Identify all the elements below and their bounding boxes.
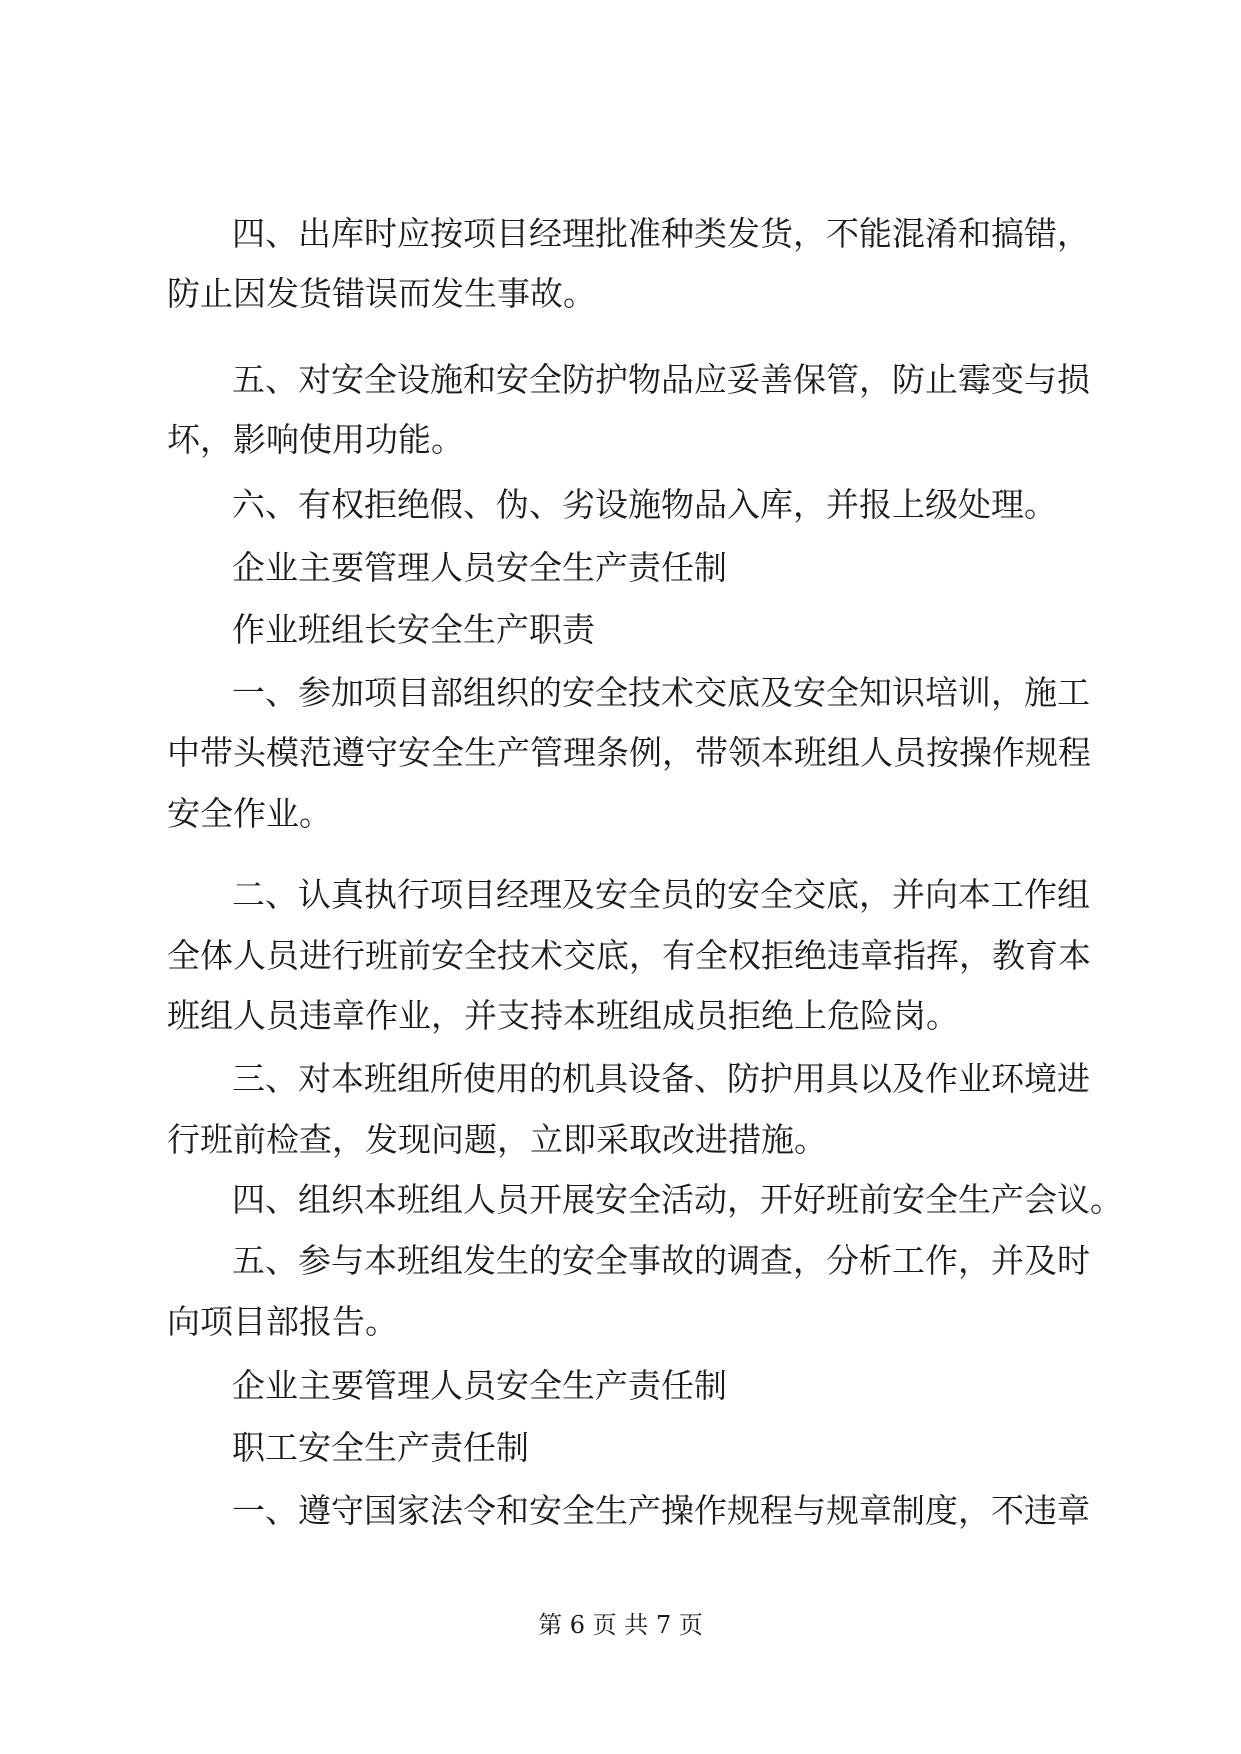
text-line: 安全作业。: [167, 794, 332, 833]
page-number: 第 6 页 共 7 页: [538, 1611, 703, 1639]
text-line: 防止因发货错误而发生事故。: [167, 274, 596, 313]
text-line: 中带头模范遵守安全生产管理条例，带领本班组人员按操作规程: [167, 733, 1091, 772]
text-line: 行班前检查，发现问题，立即采取改进措施。: [167, 1120, 827, 1159]
text-line: 六、有权拒绝假、伪、劣设施物品入库，并报上级处理。: [232, 485, 1057, 524]
text-line: 一、遵守国家法令和安全生产操作规程与规章制度，不违章: [232, 1491, 1090, 1530]
section-heading: 企业主要管理人员安全生产责任制: [232, 548, 727, 587]
text-line: 四、出库时应按项目经理批准种类发货，不能混淆和搞错，: [232, 214, 1090, 253]
section-heading: 作业班组长安全生产职责: [232, 610, 595, 649]
section-heading: 职工安全生产责任制: [232, 1428, 529, 1467]
text-line: 五、参与本班组发生的安全事故的调查，分析工作，并及时: [232, 1241, 1090, 1280]
section-heading: 企业主要管理人员安全生产责任制: [232, 1366, 727, 1405]
text-line: 班组人员违章作业，并支持本班组成员拒绝上危险岗。: [167, 996, 959, 1035]
text-line: 全体人员进行班前安全技术交底，有全权拒绝违章指挥，教育本: [167, 936, 1091, 975]
text-line: 三、对本班组所使用的机具设备、防护用具以及作业环境进: [232, 1059, 1090, 1098]
text-line: 四、组织本班组人员开展安全活动，开好班前安全生产会议。: [232, 1180, 1123, 1219]
text-line: 坏，影响使用功能。: [167, 420, 464, 459]
text-line: 五、对安全设施和安全防护物品应妥善保管，防止霉变与损: [232, 360, 1090, 399]
text-line: 向项目部报告。: [167, 1302, 398, 1341]
page-footer: [0, 1610, 1241, 1640]
text-line: 一、参加项目部组织的安全技术交底及安全知识培训，施工: [232, 673, 1090, 712]
text-line: 二、认真执行项目经理及安全员的安全交底，并向本工作组: [232, 875, 1090, 914]
